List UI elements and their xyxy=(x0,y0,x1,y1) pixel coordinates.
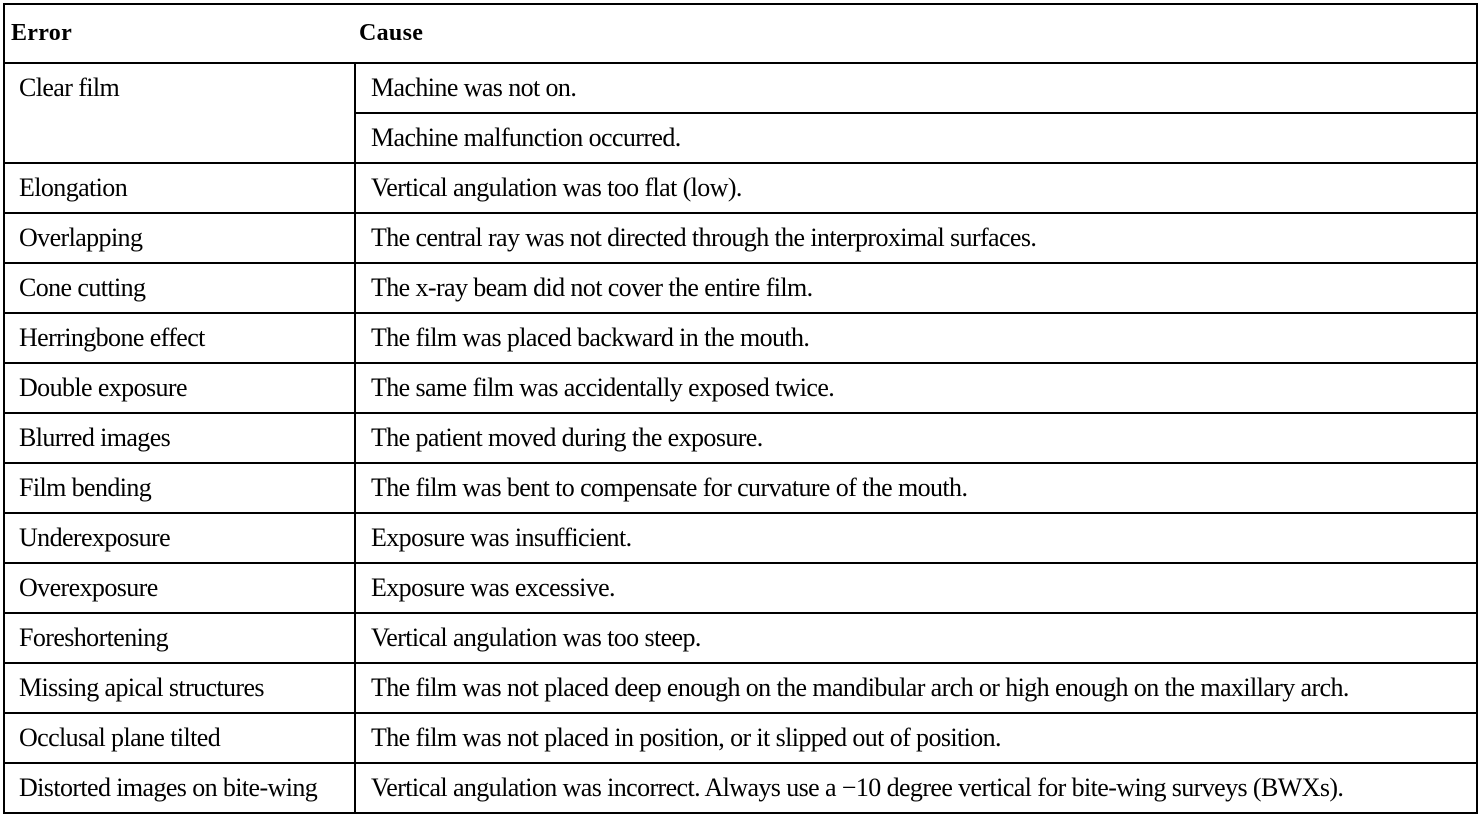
cause-cell: The patient moved during the exposure. xyxy=(355,413,1477,463)
error-cell: Herringbone effect xyxy=(4,313,355,363)
error-cell: Overlapping xyxy=(4,213,355,263)
error-cell: Film bending xyxy=(4,463,355,513)
cause-cell: Vertical angulation was incorrect. Always use a −10 degree vertical for bite-wing surveys (BWXs). xyxy=(355,763,1477,813)
table-row xyxy=(4,613,1477,663)
cause-cell: Machine was not on. xyxy=(355,63,1477,113)
table-row xyxy=(4,163,1477,213)
cause-cell: Vertical angulation was too flat (low). xyxy=(355,163,1477,213)
error-cell: Distorted images on bite-wing xyxy=(4,763,355,813)
cause-cell: The same film was accidentally exposed twice. xyxy=(355,363,1477,413)
table-row xyxy=(4,263,1477,313)
column-header-cause: Cause xyxy=(355,4,1477,63)
error-cause-table xyxy=(3,3,1478,814)
cause-cell: Machine malfunction occurred. xyxy=(355,113,1477,163)
error-cell: Elongation xyxy=(4,163,355,213)
error-cause-table-container xyxy=(3,3,1476,814)
table-row xyxy=(4,763,1477,813)
error-cell: Cone cutting xyxy=(4,263,355,313)
error-cell: Clear film xyxy=(4,63,355,163)
error-cell: Missing apical structures xyxy=(4,663,355,713)
cause-cell: The x-ray beam did not cover the entire film. xyxy=(355,263,1477,313)
error-cell: Foreshortening xyxy=(4,613,355,663)
table-row xyxy=(4,213,1477,263)
error-cell: Blurred images xyxy=(4,413,355,463)
cause-cell: Exposure was insufficient. xyxy=(355,513,1477,563)
table-body xyxy=(4,63,1477,813)
table-row xyxy=(4,663,1477,713)
cause-cell: The film was bent to compensate for curvature of the mouth. xyxy=(355,463,1477,513)
error-cell: Double exposure xyxy=(4,363,355,413)
cause-cell: Exposure was excessive. xyxy=(355,563,1477,613)
table-row xyxy=(4,313,1477,363)
error-cell: Overexposure xyxy=(4,563,355,613)
table-row xyxy=(4,563,1477,613)
column-header-error: Error xyxy=(4,4,355,63)
cause-cell: Vertical angulation was too steep. xyxy=(355,613,1477,663)
cause-cell: The film was not placed deep enough on the mandibular arch or high enough on the maxillary arch. xyxy=(355,663,1477,713)
table-row xyxy=(4,363,1477,413)
error-cell: Occlusal plane tilted xyxy=(4,713,355,763)
error-cell: Underexposure xyxy=(4,513,355,563)
table-row xyxy=(4,713,1477,763)
cause-cell: The film was not placed in position, or it slipped out of position. xyxy=(355,713,1477,763)
cause-cell: The film was placed backward in the mouth. xyxy=(355,313,1477,363)
table-row xyxy=(4,63,1477,113)
table-row xyxy=(4,463,1477,513)
table-header-row xyxy=(4,4,1477,63)
cause-cell: The central ray was not directed through the interproximal surfaces. xyxy=(355,213,1477,263)
table-row xyxy=(4,513,1477,563)
table-row xyxy=(4,413,1477,463)
